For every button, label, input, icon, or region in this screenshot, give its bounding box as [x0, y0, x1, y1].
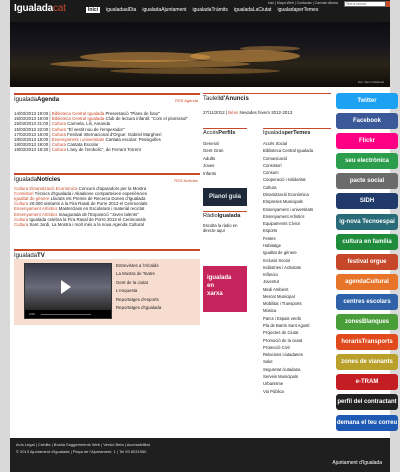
news-list: [14, 186, 200, 228]
agenda-date: 15/03/2013 21:00 |: [14, 121, 52, 127]
agenda-date: 18/03/2013 18:00 |: [14, 137, 52, 143]
topic-link[interactable]: Habitatge: [263, 242, 281, 248]
topic-link[interactable]: Medi Ambient: [263, 286, 289, 292]
banner-button[interactable]: centres escolars: [336, 294, 398, 310]
photo-credit: foto: Sant Caldonell: [357, 80, 384, 84]
radio-live-link[interactable]: Escolta la ràdio en directe aquí: [203, 223, 238, 233]
news-text[interactable]: Inaugurada de l'Exposició "Joves talents": [57, 211, 139, 217]
banner-button[interactable]: pacte social: [336, 173, 398, 189]
tv-section: [14, 249, 200, 325]
profiles-section: [203, 128, 247, 177]
profile-link[interactable]: Adults: [203, 155, 216, 161]
news-category[interactable]: Consistori: [14, 190, 34, 196]
news-category[interactable]: Cultura Dinamització Econòmica: [14, 185, 78, 191]
topic-link[interactable]: Mobilitat i Transports: [263, 301, 302, 307]
profile-link[interactable]: Infants: [203, 170, 217, 176]
topic-link[interactable]: Urbanisme: [263, 381, 284, 387]
banner-button[interactable]: demana el teu correu: [336, 415, 398, 431]
site-logo[interactable]: Igualadacat: [14, 3, 66, 14]
topic-link[interactable]: Promoció de la ciutat: [263, 337, 303, 343]
topic-link[interactable]: Via Pública: [263, 388, 284, 394]
igualada-en-xarxa-banner[interactable]: igualada en xarxa: [203, 266, 247, 312]
tv-link[interactable]: L'enquesta: [116, 288, 138, 294]
topic-link[interactable]: Projectes de Ciutat: [263, 330, 299, 336]
topic-link[interactable]: Empreses Municipals: [263, 199, 303, 205]
topic-link[interactable]: Esports: [263, 228, 278, 234]
radio-section: [203, 211, 247, 233]
agenda-list: [14, 111, 200, 153]
banner-button[interactable]: SIDH: [336, 193, 398, 209]
play-icon[interactable]: [61, 280, 71, 294]
news-text[interactable]: 20.000 visitants a la Fira Rasal de Porre 2013 el Cerimonials: [28, 201, 148, 207]
topic-link[interactable]: Ensenyament Artístics: [263, 213, 305, 219]
main-nav: [86, 7, 318, 13]
agenda-category[interactable]: Cultura: [51, 131, 66, 137]
hero-image: [10, 22, 390, 87]
banner-button[interactable]: perfil del contractant: [336, 394, 398, 410]
topic-link[interactable]: Mercat Municipal: [263, 293, 295, 299]
topic-link[interactable]: Relacions ciutadanes: [263, 352, 303, 358]
top-links[interactable]: Inici | Mapa Web | Contactar | Canviar idioma: [267, 1, 338, 5]
notice-board-title: Taulelld'Anuncis: [203, 96, 249, 102]
news-category[interactable]: Cultura: [14, 201, 29, 207]
banner-button[interactable]: Facebook: [336, 113, 398, 129]
search-input[interactable]: Text a cercar: [344, 1, 386, 7]
profile-link[interactable]: Gent Gran: [203, 148, 224, 154]
agenda-category[interactable]: Biblioteca Central Igualada: [51, 111, 105, 116]
tv-link[interactable]: Reportatges d'Igualada: [116, 305, 162, 311]
agenda-text[interactable]: Carmela, Lili, Amanda: [65, 121, 111, 127]
topics-title: IgualadaperTemes: [263, 128, 331, 136]
topic-link[interactable]: Infància: [263, 272, 278, 278]
agenda-title: IgualadaAgenda: [14, 97, 60, 103]
agenda-category[interactable]: Cultura: [51, 126, 66, 132]
agenda-text[interactable]: "El vestit nou de l'emperador": [65, 126, 125, 132]
profiles-list: [203, 140, 247, 177]
rss-news-link[interactable]: RSS Notícies: [174, 177, 198, 183]
profile-link[interactable]: Joves: [203, 163, 215, 169]
topic-link[interactable]: Cultura: [263, 184, 277, 190]
nav-item-2[interactable]: igualadaAjuntament: [142, 7, 187, 13]
banner-button[interactable]: zones de vianants: [336, 354, 398, 370]
agenda-text[interactable]: Cantata escolar: Pessigolles: [104, 137, 161, 143]
nav-item-4[interactable]: igualadaLaCiutat: [233, 7, 272, 13]
banner-button[interactable]: zonesBlanques: [336, 314, 398, 330]
banner-button[interactable]: Twitter: [336, 93, 398, 109]
top-bar: [10, 0, 390, 22]
topic-link[interactable]: Inclusió Social: [263, 257, 290, 263]
agenda-text[interactable]: Presentació "Plans de futur": [104, 111, 161, 116]
news-item[interactable]: [14, 222, 200, 227]
news-text[interactable]: Lliurats els Premis de Recerca Dones d'Igualada: [49, 196, 146, 202]
agenda-date: 18/03/2013 19:00 |: [14, 142, 52, 148]
agenda-category[interactable]: Biblioteca Central Igualada: [51, 116, 105, 122]
rss-agenda-link[interactable]: RSS Agenda: [175, 98, 198, 103]
banner-button[interactable]: Flickr: [336, 133, 398, 149]
topic-link[interactable]: Comunicació: [263, 155, 288, 161]
news-text[interactable]: Igualada celebra la Fira Rasal de Porre 2013 el Cerimonials: [28, 216, 146, 222]
news-text[interactable]: Sant Jordi, La Mostra i molt més a la nova Agenda Cultural: [28, 222, 144, 228]
topics-section: [263, 128, 331, 395]
news-category[interactable]: Igualtat de gènere: [14, 196, 50, 202]
footer-links[interactable]: Avís Legal | Crèdits | Bústia Suggeriments Web | Versió Beta | Accessibilitat: [16, 442, 150, 447]
nav-item-3[interactable]: igualadaTràmits: [192, 7, 228, 13]
search-button[interactable]: [386, 1, 390, 7]
agenda-date: 17/03/2013 18:00 |: [14, 131, 52, 137]
tv-title: IgualadaTV: [14, 253, 45, 259]
tv-links: [116, 262, 161, 312]
topic-link[interactable]: Protecció Civil: [263, 344, 290, 350]
video-progress-bar[interactable]: [41, 314, 91, 315]
agenda-date: 15/03/2013 19:00 |: [14, 116, 52, 122]
news-category[interactable]: Ensenyament Artístics: [14, 211, 58, 217]
agenda-text[interactable]: Festival Internacional d'Orgue: Gabriel Marghieri: [65, 131, 162, 137]
footer-address: © 2013 Ajuntament d'Igualada | Plaça de l'Ajuntament, 1 | Tel 93 8031950: [16, 449, 147, 454]
news-text[interactable]: Masterclass en Escolaram i material reciclat: [57, 206, 145, 212]
topics-list: [263, 140, 331, 395]
tv-link[interactable]: La Mostra de Teatre: [116, 271, 155, 277]
topic-link[interactable]: Indústries i Activitats: [263, 264, 301, 270]
banner-button[interactable]: cultura en família: [336, 234, 398, 250]
left-column: [14, 93, 200, 227]
agenda-date: 14/03/2013 19:00 |: [14, 111, 52, 116]
profiles-title: AccésPerfils: [203, 128, 247, 136]
banner-button[interactable]: e-TRAM: [336, 374, 398, 390]
profile-link[interactable]: General: [203, 141, 219, 146]
topic-link[interactable]: Dinamització Econòmica: [263, 191, 309, 197]
notice-board: [203, 93, 331, 131]
tv-link[interactable]: Gent de la ciutat: [116, 279, 148, 285]
news-category[interactable]: Cultura: [14, 222, 29, 228]
video-player[interactable]: [24, 263, 112, 319]
banner-button[interactable]: festival orgue: [336, 254, 398, 270]
tv-link[interactable]: Entrevistes a l'Alcalde: [116, 263, 159, 268]
topic-link[interactable]: Cooperació i solidaritat: [263, 177, 306, 183]
topic-link[interactable]: Festes: [263, 235, 276, 241]
city-map-label: Planol guia: [203, 188, 247, 206]
topic-link[interactable]: Biblioteca Central Igualada: [263, 148, 314, 154]
nav-item-0[interactable]: Inici: [88, 7, 99, 13]
topic-link[interactable]: Salut: [263, 359, 273, 365]
page: [10, 0, 398, 472]
banner-button[interactable]: ig-nova Tecnoespai: [336, 214, 398, 230]
news-category[interactable]: Cultura: [14, 216, 29, 222]
topic-link[interactable]: Parcs i Espais verds: [263, 315, 301, 321]
nav-item-1[interactable]: igualadaalDia: [106, 7, 137, 13]
topic-link[interactable]: Equipaments Cívics: [263, 221, 301, 227]
footer-logo: Ajuntament d'Igualada: [332, 460, 382, 466]
banner-button[interactable]: seu electrònica: [336, 153, 398, 169]
topic-link[interactable]: Joventut: [263, 279, 279, 285]
middle-column: [203, 93, 331, 394]
topic-link[interactable]: Igualtat de gènere: [263, 250, 297, 256]
topic-link[interactable]: Consum: [263, 170, 279, 176]
agenda-category[interactable]: Ensenyament i universitats: [51, 137, 105, 143]
news-text[interactable]: Concurs d'aparadors per la Mostra: [77, 185, 147, 191]
agenda-date: 19/03/2013 18:30 |: [14, 147, 52, 153]
topic-link[interactable]: Consistori: [263, 162, 282, 168]
player-controls: [25, 310, 111, 318]
news-section: [14, 173, 200, 228]
right-banners: [336, 93, 398, 435]
tv-link[interactable]: Reportatges d'esports: [116, 296, 159, 302]
news-text[interactable]: Tècnics d'Igualada i Akaakove comparteixen experiències: [33, 190, 148, 196]
topic-link[interactable]: Serveis Municipals: [263, 374, 298, 379]
topic-link[interactable]: Seguretat ciutadana: [263, 366, 301, 372]
agenda-text[interactable]: Club de lectura infantil: "Com el plomissol": [104, 116, 188, 122]
banner-button[interactable]: agendaCultural: [336, 274, 398, 290]
tv-header: [14, 249, 200, 259]
news-category[interactable]: Ensenyament Artístics: [14, 206, 58, 212]
banner-button[interactable]: horarisTransports: [336, 334, 398, 350]
topic-link[interactable]: Accés Social: [263, 141, 287, 146]
agenda-item[interactable]: [14, 147, 200, 152]
agenda-category[interactable]: Cultura: [51, 121, 66, 127]
topic-link[interactable]: Ensenyament i universitats: [263, 206, 314, 212]
footer: [10, 438, 390, 472]
agenda-text[interactable]: L'any de l'embolic", de Ferrant Torrent: [65, 147, 141, 153]
topic-link[interactable]: Música: [263, 308, 277, 314]
agenda-date: 15/03/2013 22:00 |: [14, 126, 52, 132]
agenda-text[interactable]: Cantata Escolar: [65, 142, 99, 148]
agenda-section: [14, 93, 200, 153]
radio-title: RàdioIgualada: [203, 211, 247, 219]
news-title: IgualadaNotícies: [14, 176, 61, 183]
notice-item[interactable]: 27/11/2012 | Béns Nevades hivern 2012-2013: [203, 110, 293, 115]
agenda-category[interactable]: Cultura: [51, 142, 66, 148]
topic-link[interactable]: Pla de Barris Sant Agustí: [263, 323, 310, 329]
video-time: 0:00: [29, 312, 35, 316]
nav-item-5[interactable]: igualadaperTemes: [277, 7, 319, 13]
agenda-category[interactable]: Cultura: [51, 147, 66, 153]
